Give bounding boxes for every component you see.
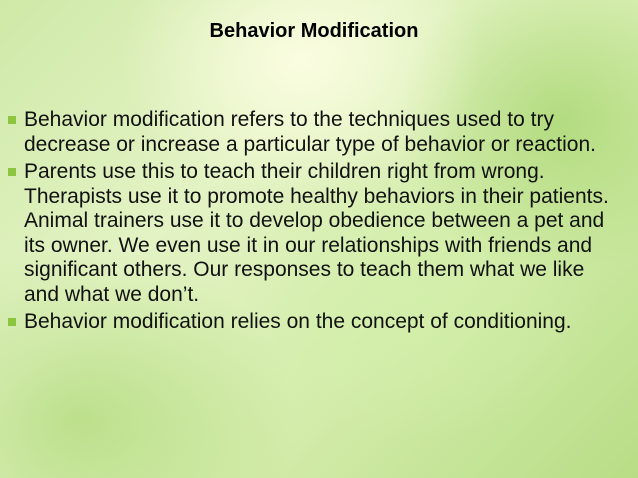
- square-bullet-icon: [8, 116, 16, 124]
- bullet-item-definition: [8, 108, 620, 157]
- square-bullet-icon: [8, 318, 16, 326]
- bullet-text: Behavior modification refers to the techniques used to try decrease or increase a particular type of behavior or reaction.: [24, 108, 596, 156]
- bullet-item-examples: [8, 160, 620, 307]
- bullet-item-conditioning: [8, 310, 620, 335]
- bullet-text: Parents use this to teach their children right from wrong. Therapists use it to promote healthy behaviors in their patients. Animal trainers use it to develop obedience between a pet and its owner. We even use it in our relationships with friends and significant others. Our responses to teach them what we like and what we don’t.: [24, 160, 609, 306]
- slide-title: Behavior Modification: [209, 20, 419, 42]
- square-bullet-icon: [8, 168, 16, 176]
- bullet-text: Behavior modification relies on the concept of conditioning.: [24, 310, 572, 333]
- bullet-list: [8, 108, 620, 338]
